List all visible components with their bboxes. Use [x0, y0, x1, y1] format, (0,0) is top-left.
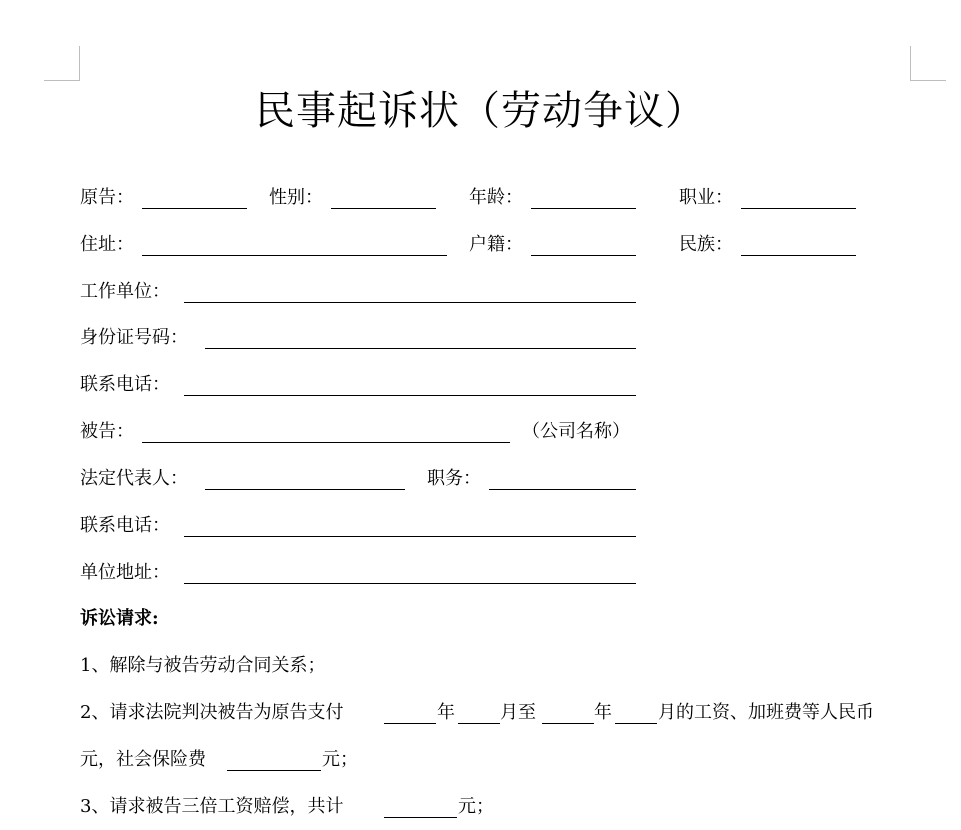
- page-corner-mark-top-right: [910, 46, 946, 81]
- claim-2-social-insurance-field[interactable]: [227, 770, 321, 771]
- defendant-phone-field[interactable]: [184, 536, 636, 537]
- document-title: 民事起诉状（劳动争议）: [255, 88, 706, 134]
- claim-item-2-year-unit-2: 年: [594, 702, 612, 723]
- plaintiff-household-field[interactable]: [531, 255, 636, 256]
- defendant-legal-rep-field[interactable]: [205, 489, 405, 490]
- claim-item-2-line2-a: 元，社会保险费: [80, 749, 206, 770]
- defendant-name-label: 被告：: [80, 421, 134, 442]
- defendant-position-field[interactable]: [489, 489, 636, 490]
- claim-2-start-year-field[interactable]: [384, 723, 436, 724]
- defendant-phone-label: 联系电话：: [80, 515, 170, 536]
- plaintiff-occupation-field[interactable]: [741, 208, 856, 209]
- plaintiff-name-label: 原告：: [80, 187, 134, 208]
- defendant-name-field[interactable]: [142, 442, 510, 443]
- claim-item-2-tail: 月的工资、加班费等人民币: [658, 702, 874, 723]
- claim-2-end-year-field[interactable]: [542, 723, 594, 724]
- plaintiff-address-field[interactable]: [142, 255, 447, 256]
- defendant-company-note: （公司名称）: [522, 421, 630, 442]
- plaintiff-gender-field[interactable]: [331, 208, 436, 209]
- claim-2-start-month-field[interactable]: [458, 723, 500, 724]
- plaintiff-name-field[interactable]: [142, 208, 247, 209]
- plaintiff-household-label: 户籍：: [469, 234, 523, 255]
- claim-item-1: 1、解除与被告劳动合同关系；: [80, 655, 326, 676]
- plaintiff-gender-label: 性别：: [269, 187, 323, 208]
- plaintiff-occupation-label: 职业：: [679, 187, 733, 208]
- claim-item-2-line2-b: 元；: [322, 749, 358, 770]
- plaintiff-employer-field[interactable]: [184, 302, 636, 303]
- plaintiff-age-field[interactable]: [531, 208, 636, 209]
- defendant-legal-rep-label: 法定代表人：: [80, 468, 188, 489]
- claim-item-2-year-unit: 年: [437, 702, 455, 723]
- claim-item-2-month-to: 月至: [500, 702, 536, 723]
- claim-item-3-text-b: 元；: [458, 796, 494, 817]
- defendant-position-label: 职务：: [427, 468, 481, 489]
- plaintiff-ethnicity-label: 民族：: [679, 234, 733, 255]
- plaintiff-phone-label: 联系电话：: [80, 374, 170, 395]
- plaintiff-phone-field[interactable]: [184, 395, 636, 396]
- plaintiff-age-label: 年龄：: [469, 187, 523, 208]
- plaintiff-ethnicity-field[interactable]: [741, 255, 856, 256]
- defendant-address-field[interactable]: [184, 583, 636, 584]
- page-corner-mark-top-left: [44, 46, 80, 81]
- plaintiff-employer-label: 工作单位：: [80, 281, 170, 302]
- claim-item-3-text-a: 3、请求被告三倍工资赔偿，共计: [80, 796, 344, 817]
- claim-2-end-month-field[interactable]: [615, 723, 657, 724]
- claims-heading: 诉讼请求:: [80, 608, 159, 629]
- plaintiff-id-label: 身份证号码：: [80, 327, 188, 348]
- claim-3-amount-field[interactable]: [384, 817, 457, 818]
- plaintiff-address-label: 住址：: [80, 234, 134, 255]
- plaintiff-id-field[interactable]: [205, 348, 636, 349]
- claim-item-2-text-a: 2、请求法院判决被告为原告支付: [80, 702, 344, 723]
- defendant-address-label: 单位地址：: [80, 562, 170, 583]
